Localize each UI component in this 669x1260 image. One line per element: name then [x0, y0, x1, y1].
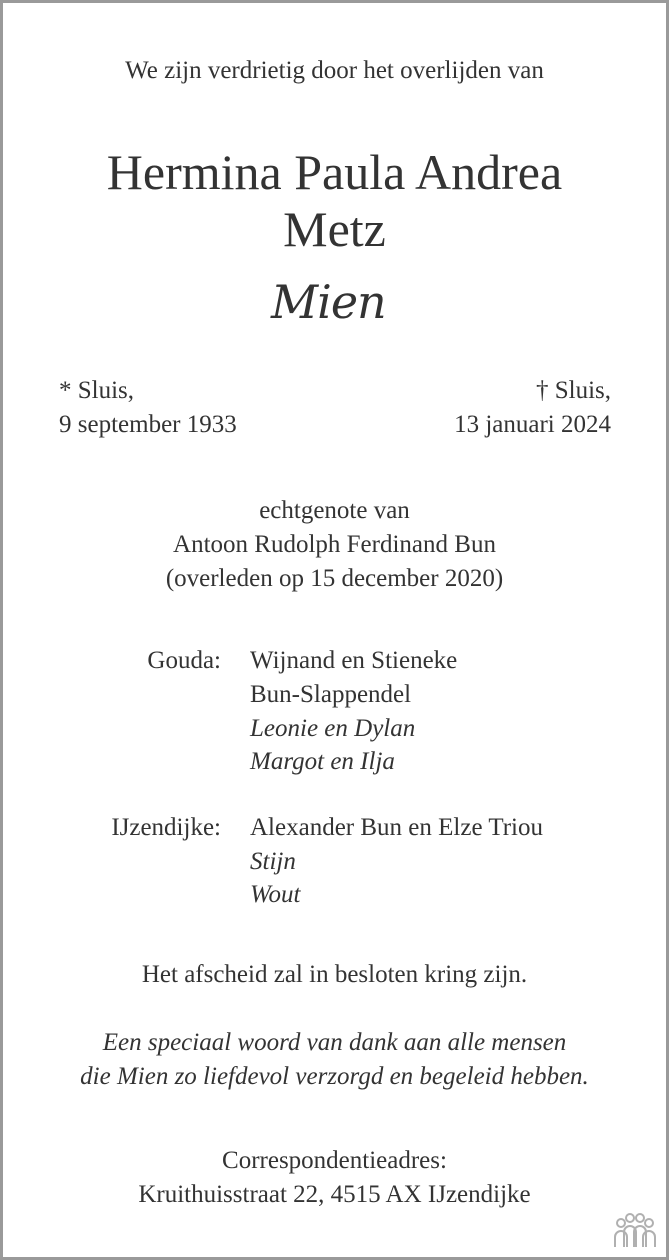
- death-date: 13 januari 2024: [454, 411, 611, 438]
- family-member: Leonie en Dylan: [250, 715, 416, 742]
- birth-date: 9 september 1933: [59, 411, 237, 438]
- deceased-name-line2: Metz: [283, 201, 386, 257]
- spouse-intro: echtgenote van: [259, 497, 410, 524]
- family-member: Wout: [250, 881, 301, 908]
- deceased-name-line1: Hermina Paula Andrea: [106, 144, 563, 200]
- thanks-line2: die Mien zo liefdevol verzorgd en begeleid hebben.: [80, 1063, 589, 1090]
- birth-place: * Sluis,: [59, 377, 135, 404]
- intro-text: We zijn verdrietig door het overlijden van: [125, 57, 544, 84]
- correspondence-label: Correspondentieadres:: [222, 1147, 447, 1174]
- family-member: Wijnand en Stieneke: [250, 647, 458, 674]
- death-place: † Sluis,: [535, 377, 611, 404]
- deceased-nickname: Mien: [271, 275, 386, 329]
- people-group-icon: [612, 1211, 658, 1249]
- family-place-gouda: Gouda:: [147, 647, 221, 674]
- correspondence-address: Kruithuisstraat 22, 4515 AX IJzendijke: [138, 1181, 531, 1208]
- family-member: Alexander Bun en Elze Triou: [250, 814, 544, 841]
- thanks-line1: Een speciaal woord van dank aan alle mensen: [102, 1029, 567, 1056]
- family-member: Margot en Ilja: [250, 748, 395, 775]
- farewell-text: Het afscheid zal in besloten kring zijn.: [141, 961, 528, 988]
- family-member: Stijn: [250, 848, 296, 875]
- family-member: Bun-Slappendel: [250, 681, 412, 708]
- spouse-name: Antoon Rudolph Ferdinand Bun: [173, 531, 496, 558]
- spouse-death-note: (overleden op 15 december 2020): [165, 565, 504, 592]
- family-place-ijzendijke: IJzendijke:: [111, 814, 221, 841]
